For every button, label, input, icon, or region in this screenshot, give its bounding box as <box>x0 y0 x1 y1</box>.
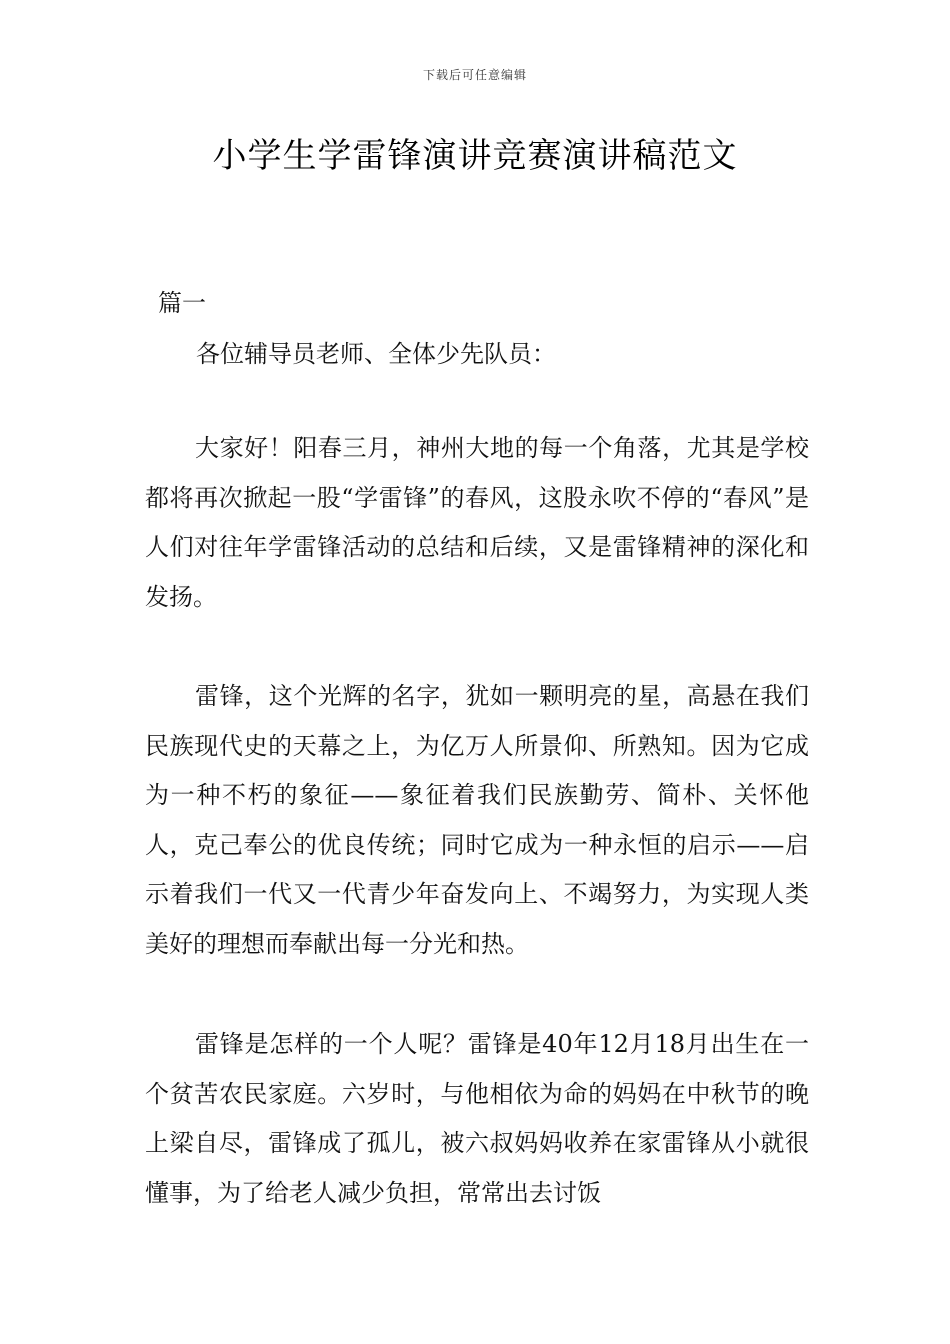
header-note: 下载后可任意编辑 <box>422 68 527 82</box>
paragraph-1: 大家好！阳春三月，神州大地的每一个角落，尤其是学校都将再次掀起一股“学雷锋”的春风，这股永吹不停的“春风”是人们对往年学雷锋活动的总结和后续，又是雷锋精神的深化和发扬。 <box>145 434 809 611</box>
document-title: 小学生学雷锋演讲竞赛演讲稿范文 <box>212 136 738 176</box>
section-label: 篇一 <box>158 289 206 317</box>
paragraph-2: 雷锋，这个光辉的名字，犹如一颗明亮的星，高悬在我们民族现代史的天幕之上，为亿万人所景仰、所熟知。因为它成为一种不朽的象征——象征着我们民族勤劳、简朴、关怀他人，克己奉公的优良传统；同时它成为一种永恒的启示——启示着我们一代又一代青少年奋发向上、不竭努力，为实现人类美好的理想而奉献出每一分光和热。 <box>145 682 809 958</box>
paragraph-3: 雷锋是怎样的一个人呢？雷锋是40年12月18月出生在一个贫苦农民家庭。六岁时，与他相依为命的妈妈在中秋节的晚上梁自尽，雷锋成了孤儿，被六叔妈妈收养在家雷锋从小就很懂事，为了给老人减少负担，常常出去讨饭 <box>145 1030 809 1207</box>
salutation: 各位辅导员老师、全体少先队员： <box>196 340 556 368</box>
